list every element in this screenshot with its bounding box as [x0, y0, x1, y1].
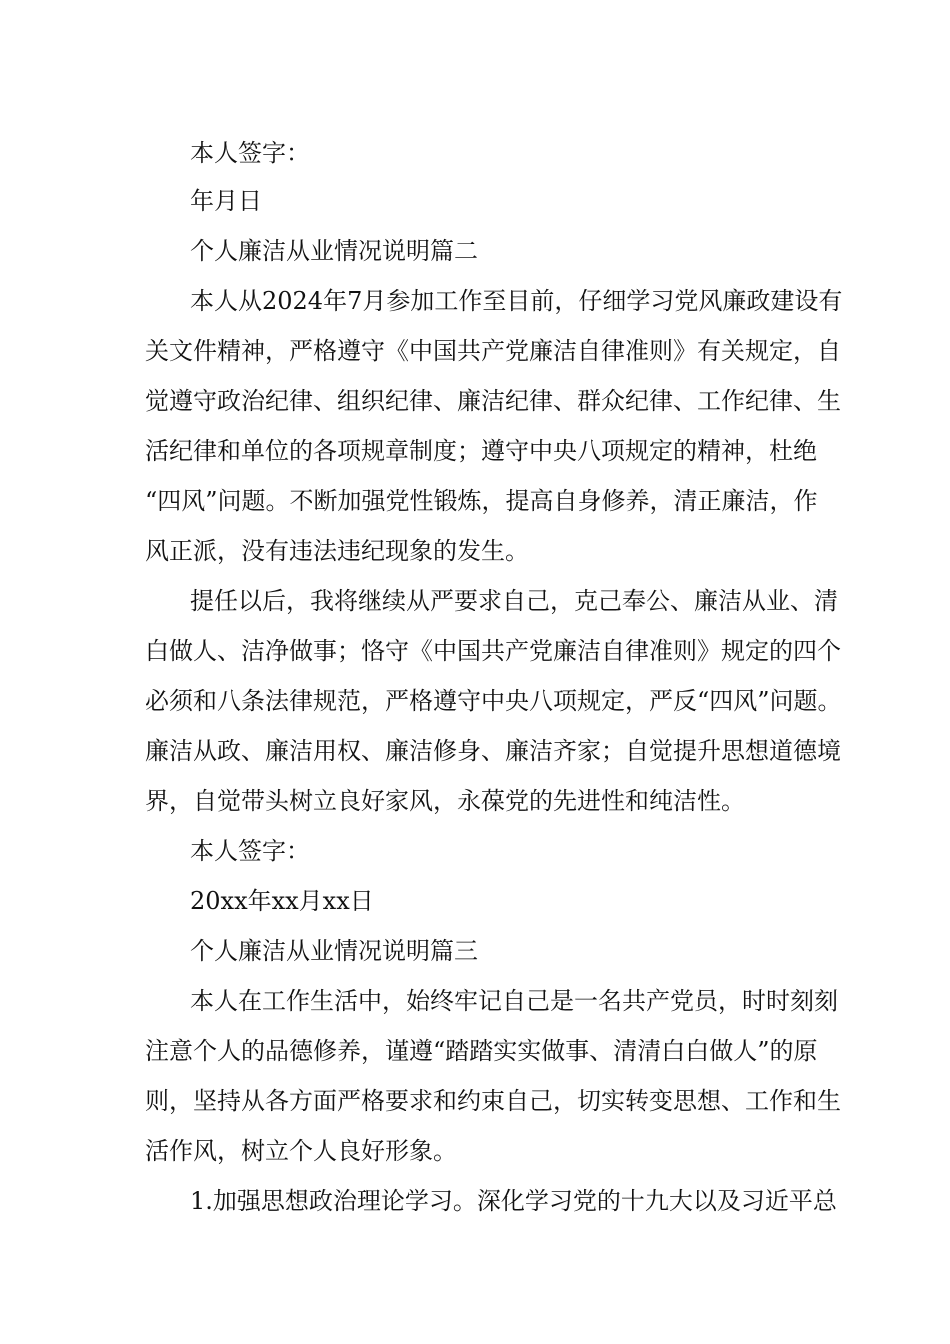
date-label: 20xx年xx月xx日	[190, 887, 374, 915]
paragraph-line: 活作风，树立个人良好形象。	[145, 1137, 457, 1165]
signature-label: 本人签字：	[190, 139, 310, 167]
paragraph-line: 提任以后，我将继续从严要求自己，克己奉公、廉洁从业、清	[190, 587, 838, 615]
paragraph-line: 活纪律和单位的各项规章制度；遵守中央八项规定的精神，杜绝	[145, 437, 817, 465]
paragraph-line: 注意个人的品德修养，谨遵“踏踏实实做事、清清白白做人”的原	[145, 1037, 818, 1065]
paragraph-line: 觉遵守政治纪律、组织纪律、廉洁纪律、群众纪律、工作纪律、生	[145, 387, 841, 415]
section-heading-2: 个人廉洁从业情况说明篇二	[190, 237, 478, 265]
paragraph-line: 关文件精神，严格遵守《中国共产党廉洁自律准则》有关规定，自	[145, 337, 841, 365]
paragraph-line: “四风”问题。不断加强党性锻炼，提高自身修养，清正廉洁，作	[145, 487, 818, 515]
paragraph-line: 界，自觉带头树立良好家风，永葆党的先进性和纯洁性。	[145, 787, 745, 815]
signature-label: 本人签字：	[190, 837, 310, 865]
paragraph-line: 1.加强思想政治理论学习。深化学习党的十九大以及习近平总	[190, 1187, 837, 1215]
date-label: 年月日	[190, 187, 262, 215]
section-heading-3: 个人廉洁从业情况说明篇三	[190, 937, 478, 965]
paragraph-line: 则，坚持从各方面严格要求和约束自己，切实转变思想、工作和生	[145, 1087, 841, 1115]
paragraph-line: 廉洁从政、廉洁用权、廉洁修身、廉洁齐家；自觉提升思想道德境	[145, 737, 841, 765]
paragraph-line: 风正派，没有违法违纪现象的发生。	[145, 537, 529, 565]
paragraph-line: 白做人、洁净做事；恪守《中国共产党廉洁自律准则》规定的四个	[145, 637, 841, 665]
paragraph-line: 本人在工作生活中，始终牢记自己是一名共产党员，时时刻刻	[190, 987, 838, 1015]
paragraph-line: 本人从2024年7月参加工作至目前，仔细学习党风廉政建设有	[190, 287, 843, 315]
paragraph-line: 必须和八条法律规范，严格遵守中央八项规定，严反“四风”问题。	[145, 687, 842, 715]
